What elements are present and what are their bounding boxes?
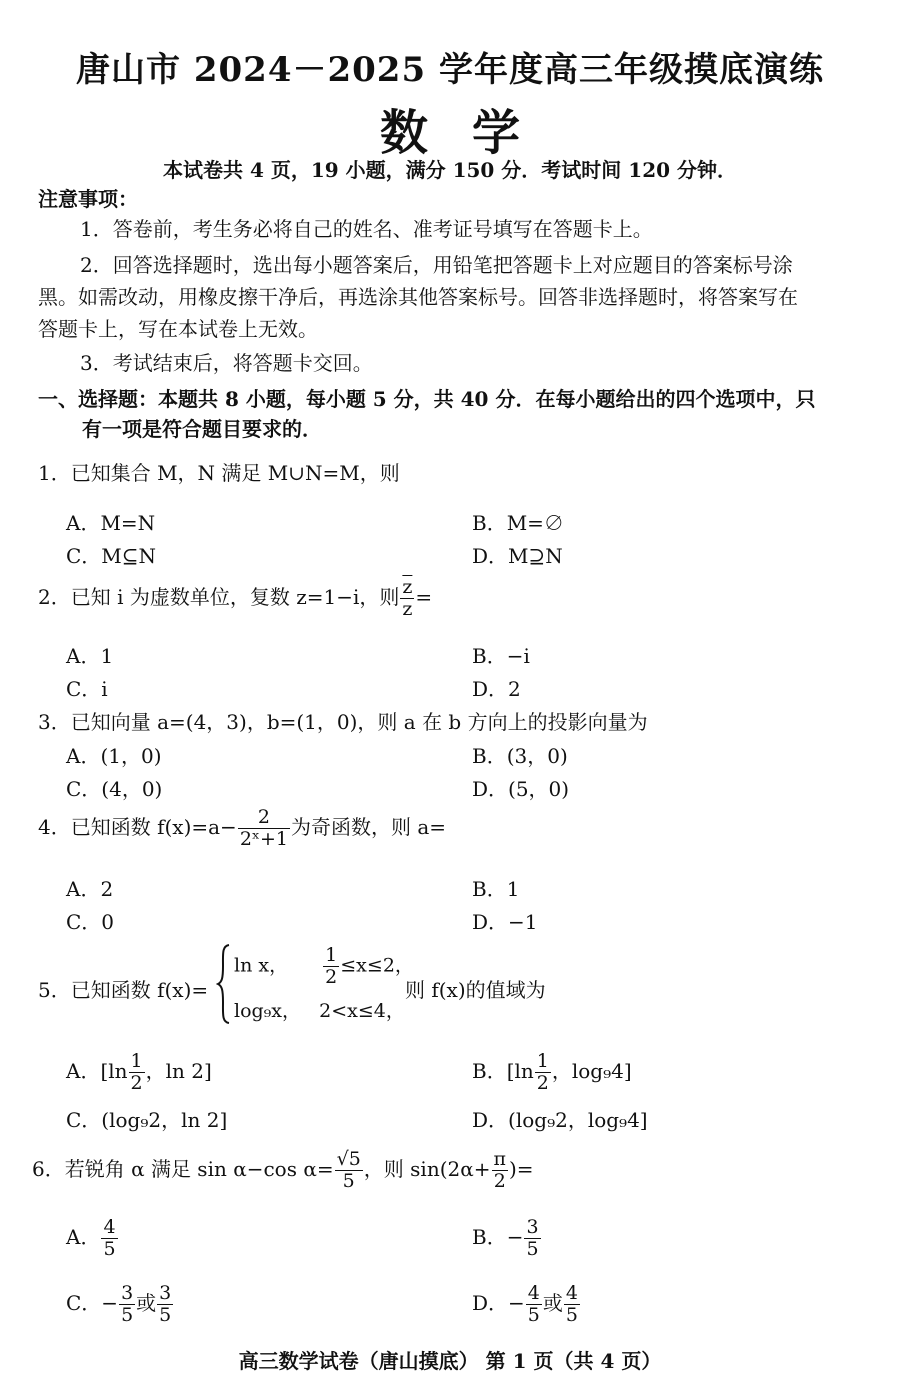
- option-a-fraction: [129, 1052, 145, 1093]
- question-4-option-a: A．2: [66, 877, 114, 901]
- fraction-denominator: 2: [536, 1072, 549, 1094]
- question-6-stem: [32, 1150, 534, 1191]
- option-d-fraction-1: [526, 1284, 542, 1325]
- section-heading-line-2: 有一项是符合题目要求的．: [82, 417, 322, 441]
- fraction-denominator: 2ˣ+1: [239, 828, 288, 850]
- question-6-option-d: [472, 1284, 581, 1325]
- question-2-option-c: C．i: [66, 677, 108, 701]
- fraction-numerator: 4: [527, 1282, 540, 1304]
- note-item-3: 3．考试结束后，将答题卡交回。: [80, 351, 373, 375]
- question-2-option-a: A．1: [66, 644, 114, 668]
- question-2-option-b: B．−i: [472, 644, 530, 668]
- question-4-stem: [38, 808, 446, 849]
- note-item-2-line-1: 2．回答选择题时，选出每小题答案后，用铅笔把答题卡上对应题目的答案标号涂: [80, 253, 793, 277]
- fraction-denominator: z: [402, 598, 413, 620]
- option-a-fraction: [101, 1218, 117, 1259]
- exam-title: 唐山市 2024－2025 学年度高三年级摸底演练: [76, 50, 824, 90]
- fraction-numerator: 3: [159, 1282, 172, 1304]
- question-5-option-d: D．(log₉2，log₉4]: [472, 1108, 648, 1132]
- fraction-denominator: 5: [121, 1304, 134, 1326]
- question-6-option-c: [66, 1284, 174, 1325]
- question-1-option-c: C．M⊆N: [66, 544, 157, 568]
- fraction-denominator: 2: [493, 1170, 506, 1192]
- fraction-denominator: 5: [342, 1170, 355, 1192]
- question-5-option-a: [66, 1052, 212, 1093]
- option-d-fraction-2: [564, 1284, 580, 1325]
- question-4-stem-text: 4．已知函数 f(x)=a−: [38, 815, 237, 839]
- fraction-numerator: π: [493, 1148, 506, 1170]
- fraction-numerator: 1: [130, 1050, 143, 1072]
- question-6-option-b: [472, 1218, 542, 1259]
- question-4-option-d: D．−1: [472, 910, 538, 934]
- option-b-prefix: B．[ln: [472, 1059, 534, 1083]
- question-5-stem-end: 则 f(x)的值域为: [405, 978, 546, 1002]
- fraction-denominator: 5: [527, 1304, 540, 1326]
- fraction-numerator: √5: [336, 1148, 361, 1170]
- note-item-1: 1．答卷前，考生务必将自己的姓名、准考证号填写在答题卡上。: [80, 217, 653, 241]
- question-6-stem-middle: ，则 sin(2α+: [363, 1157, 491, 1181]
- case-1-condition: ≤x≤2，: [340, 954, 414, 977]
- question-1-option-b: B．M=∅: [472, 511, 564, 535]
- piecewise-case-2: [234, 996, 405, 1023]
- fraction-numerator: $\overline{z}$: [402, 576, 413, 598]
- option-c-fraction-2: [157, 1284, 173, 1325]
- exam-info: 本试卷共 4 页，19 小题，满分 150 分．考试时间 120 分钟．: [163, 158, 737, 182]
- fraction-numerator: 4: [103, 1216, 116, 1238]
- case-1-expression: ln x，: [234, 954, 289, 977]
- fraction-denominator: 2: [130, 1072, 143, 1094]
- question-5-option-c: C．(log₉2，ln 2]: [66, 1108, 228, 1132]
- note-item-2-line-3: 答题卡上，写在本试卷上无效。: [38, 317, 318, 341]
- option-d-label: D．−: [472, 1291, 525, 1315]
- question-3-option-a: A．(1，0): [66, 744, 162, 768]
- fraction-numerator: 3: [121, 1282, 134, 1304]
- fraction-numerator: 1: [536, 1050, 549, 1072]
- question-6-stem-text: 6．若锐角 α 满足 sin α−cos α=: [32, 1157, 334, 1181]
- question-1-stem: 1．已知集合 M，N 满足 M∪N=M，则: [38, 461, 400, 485]
- question-6-stem-end: )=: [509, 1157, 534, 1181]
- question-3-option-d: D．(5，0): [472, 777, 570, 801]
- question-4-option-b: B．1: [472, 877, 520, 901]
- question-3-option-c: C．(4，0): [66, 777, 163, 801]
- notes-heading: 注意事项：: [38, 187, 138, 211]
- case-1-fraction: [323, 946, 339, 987]
- left-brace-icon: [216, 942, 232, 1026]
- question-3-option-b: B．(3，0): [472, 744, 568, 768]
- option-b-label: B．−: [472, 1225, 524, 1249]
- question-4-stem-end: 为奇函数，则 a=: [290, 815, 447, 839]
- fraction-denominator: 5: [526, 1238, 539, 1260]
- option-a-label: A．: [66, 1225, 101, 1249]
- question-2-option-d: D．2: [472, 677, 521, 701]
- question-6-fraction: [335, 1150, 363, 1191]
- piecewise-case-1: [234, 946, 414, 987]
- case-2-expression: log₉x，: [234, 1000, 302, 1022]
- question-1-option-a: A．M=N: [66, 511, 156, 535]
- question-6-option-a: [66, 1218, 119, 1259]
- fraction-denominator: 5: [159, 1304, 172, 1326]
- option-c-or: 或: [136, 1291, 157, 1315]
- page-footer: 高三数学试卷（唐山摸底） 第 1 页（共 4 页）: [238, 1349, 662, 1373]
- case-2-condition: 2<x≤4，: [319, 1000, 405, 1022]
- option-b-fraction: [524, 1218, 540, 1259]
- question-6-pi-fraction: [492, 1150, 509, 1191]
- fraction-numerator: 3: [526, 1216, 539, 1238]
- question-2-stem-text: 2．已知 i 为虚数单位，复数 z=1−i，则: [38, 585, 400, 609]
- fraction-denominator: 5: [565, 1304, 578, 1326]
- option-c-label: C．−: [66, 1291, 119, 1315]
- question-2-stem: [38, 578, 432, 619]
- question-3-stem: 3．已知向量 a=(4，3)，b=(1，0)，则 a 在 b 方向上的投影向量为: [38, 710, 648, 734]
- question-5-option-b: [472, 1052, 632, 1093]
- fraction-numerator: 1: [325, 944, 338, 966]
- note-item-2-line-2: 黑。如需改动，用橡皮擦干净后，再选涂其他答案标号。回答非选择题时，将答案写在: [38, 285, 798, 309]
- fraction-numerator: 4: [565, 1282, 578, 1304]
- option-c-fraction-1: [119, 1284, 135, 1325]
- fraction-denominator: 2: [325, 966, 338, 988]
- question-5-stem-text: 5．已知函数 f(x)=: [38, 978, 209, 1002]
- option-b-fraction: [535, 1052, 551, 1093]
- section-heading-line-1: 一、选择题：本题共 8 小题，每小题 5 分，共 40 分．在每小题给出的四个选项中，只: [38, 387, 816, 411]
- question-4-fraction: [238, 808, 290, 849]
- option-d-or: 或: [542, 1291, 563, 1315]
- question-5-piecewise: [216, 942, 416, 1026]
- option-b-suffix: ，log₉4]: [551, 1059, 632, 1083]
- question-1-option-d: D．M⊇N: [472, 544, 563, 568]
- question-2-fraction: [400, 578, 414, 619]
- question-2-stem-end: =: [415, 585, 433, 609]
- fraction-numerator: 2: [238, 808, 290, 829]
- option-a-prefix: A．[ln: [66, 1059, 128, 1083]
- option-a-suffix: ，ln 2]: [145, 1059, 212, 1083]
- fraction-denominator: 5: [103, 1238, 116, 1260]
- question-4-option-c: C．0: [66, 910, 115, 934]
- subject-title: 数学: [379, 105, 564, 161]
